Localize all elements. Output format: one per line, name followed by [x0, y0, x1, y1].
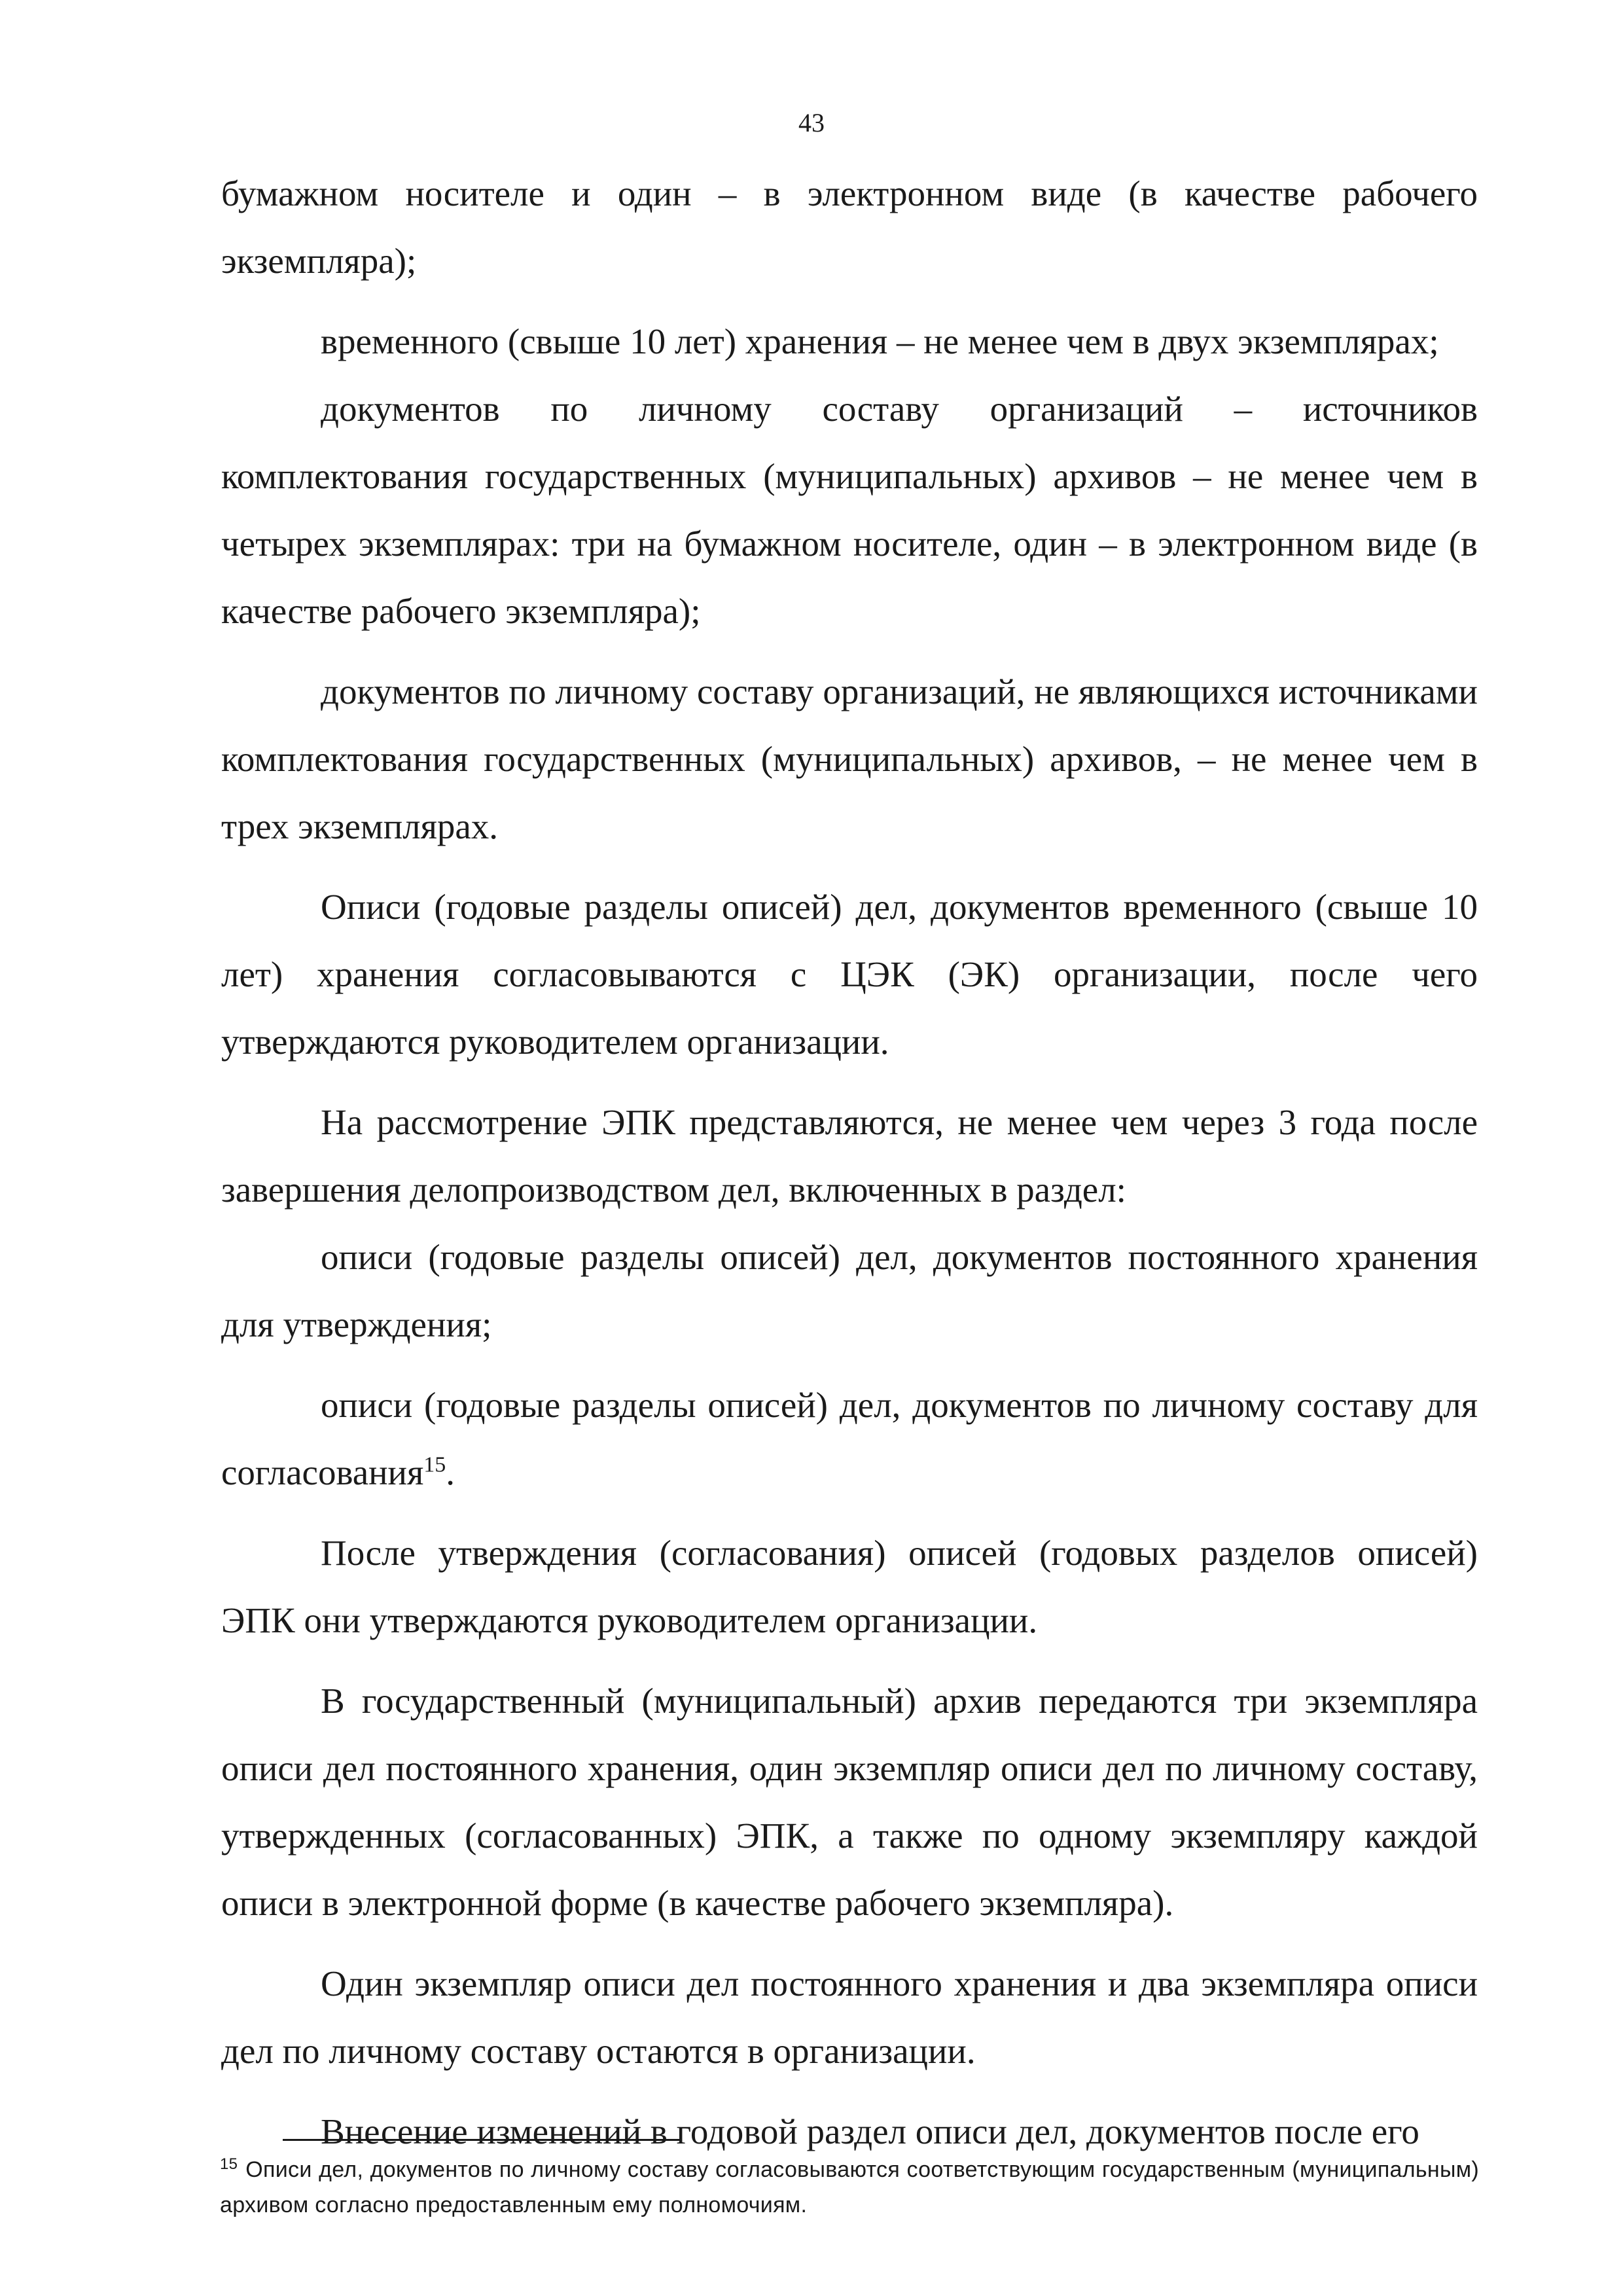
paragraph-personnel-non-sources: документов по личному составу организаций, не являющихся источниками комплектования государственных (муниципальных) архивов, – не менее чем в трех экземплярах. [221, 672, 1478, 846]
footnote-reference-period: . [446, 1452, 455, 1492]
footnote-reference: 15 [423, 1452, 446, 1477]
paragraph-personnel-approval [221, 1371, 1478, 1506]
paragraph-inventories-approval: Описи (годовые разделы описей) дел, документов временного (свыше 10 лет) хранения согласовываются с ЦЭК (ЭК) организации, после чего утверждаются руководителем организации. [221, 887, 1478, 1062]
paragraph-after-approval: После утверждения (согласования) описей (годовых разделов описей) ЭПК они утверждаются руководителем организации. [221, 1533, 1478, 1640]
footnote-text: Описи дел, документов по личному составу согласовываются соответствующим государственным (муниципальным) архивом согласно предоставленным ему полномочиям. [220, 2157, 1479, 2217]
paragraph-personnel-sources: документов по личному составу организаций – источников комплектования государственных (муниципальных) архивов – не менее чем в четырех экземплярах: три на бумажном носителе, один – в электронном виде (в качестве рабочего экземпляра); [221, 389, 1478, 631]
body-text [221, 160, 1478, 2165]
page-number: 43 [798, 108, 825, 137]
paragraph-amendments: Внесение изменений в годовой раздел описи дел, документов после его [321, 2111, 1419, 2151]
paragraph-epk-review: На рассмотрение ЭПК представляются, не менее чем через 3 года после завершения делопроизводством дел, включенных в раздел: [221, 1102, 1478, 1210]
paragraph-copies-remain: Один экземпляр описи дел постоянного хранения и два экземпляра описи дел по личному составу остаются в организации. [221, 1964, 1478, 2071]
paragraph-permanent-storage: описи (годовые разделы описей) дел, документов постоянного хранения для утверждения; [221, 1237, 1478, 1344]
footnote-divider [283, 2139, 682, 2141]
paragraph-personnel-approval-text: описи (годовые разделы описей) дел, документов по личному составу для согласования [221, 1385, 1478, 1492]
paragraph-temporary-storage: временного (свыше 10 лет) хранения – не менее чем в двух экземплярах; [321, 321, 1439, 361]
paragraph-archive-transfer: В государственный (муниципальный) архив передаются три экземпляра описи дел постоянного хранения, один экземпляр описи дел по личному составу, утвержденных (согласованных) ЭПК, а также по одному экземпляру каждой описи в электронной форме (в качестве рабочего экземпляра). [221, 1681, 1478, 1923]
paragraph-continuation: бумажном носителе и один – в электронном виде (в качестве рабочего экземпляра); [221, 173, 1478, 281]
footnote-mark: 15 [220, 2155, 238, 2173]
footnote [220, 2152, 1479, 2223]
